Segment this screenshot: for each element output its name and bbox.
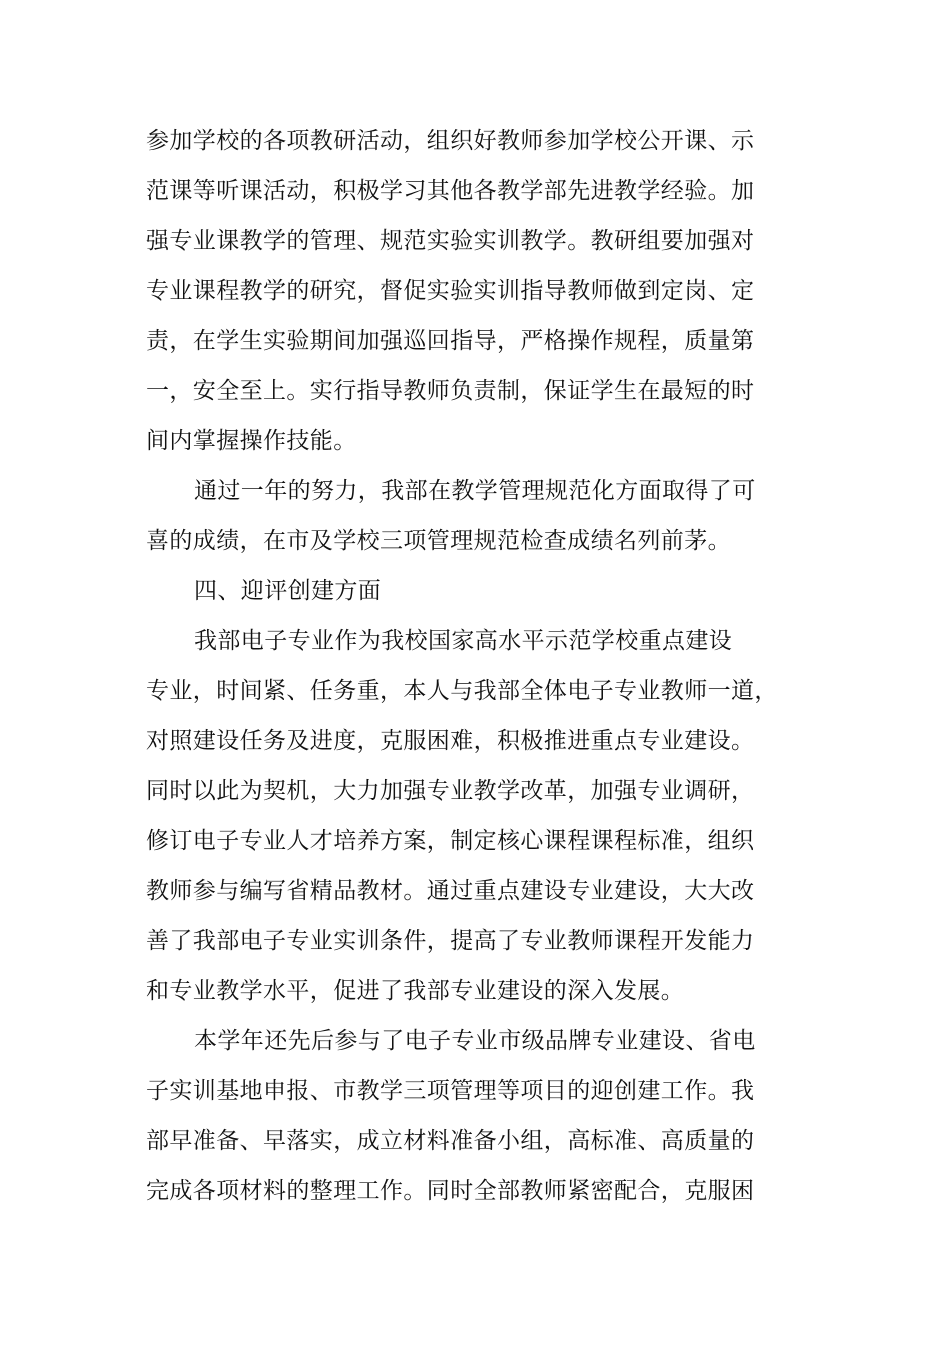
text-line: 责，在学生实验期间加强巡回指导，严格操作规程，质量第 <box>146 328 755 354</box>
text-line: 子实训基地申报、市教学三项管理等项目的迎创建工作。我 <box>146 1078 755 1104</box>
text-line: 喜的成绩，在市及学校三项管理规范检查成绩名列前茅。 <box>146 528 731 554</box>
text-line: 和专业教学水平，促进了我部专业建设的深入发展。 <box>146 978 685 1004</box>
text-line: 部早准备、早落实，成立材料准备小组，高标准、高质量的 <box>146 1128 755 1154</box>
text-line: 强专业课教学的管理、规范实验实训教学。教研组要加强对 <box>146 228 755 254</box>
text-line: 我部电子专业作为我校国家高水平示范学校重点建设 <box>194 628 733 654</box>
text-line: 完成各项材料的整理工作。同时全部教师紧密配合，克服困 <box>146 1178 755 1204</box>
text-line: 间内掌握操作技能。 <box>146 428 357 454</box>
text-line: 专业课程教学的研究，督促实验实训指导教师做到定岗、定 <box>146 278 755 304</box>
text-line: 教师参与编写省精品教材。通过重点建设专业建设，大大改 <box>146 878 755 904</box>
text-line: 一，安全至上。实行指导教师负责制，保证学生在最短的时 <box>146 378 755 404</box>
section-heading: 四、迎评创建方面 <box>194 578 382 604</box>
text-line: 善了我部电子专业实训条件，提高了专业教师课程开发能力 <box>146 928 755 954</box>
text-line: 通过一年的努力，我部在教学管理规范化方面取得了可 <box>194 478 756 504</box>
text-line: 同时以此为契机，大力加强专业教学改革，加强专业调研， <box>146 778 755 804</box>
text-line: 参加学校的各项教研活动，组织好教师参加学校公开课、示 <box>146 128 755 154</box>
text-line: 范课等听课活动，积极学习其他各教学部先进教学经验。加 <box>146 178 755 204</box>
text-line: 本学年还先后参与了电子专业市级品牌专业建设、省电 <box>194 1028 756 1054</box>
text-line: 修订电子专业人才培养方案，制定核心课程课程标准，组织 <box>146 828 755 854</box>
text-line: 专业，时间紧、任务重，本人与我部全体电子专业教师一道， <box>146 678 778 704</box>
text-line: 对照建设任务及进度，克服困难，积极推进重点专业建设。 <box>146 728 755 754</box>
